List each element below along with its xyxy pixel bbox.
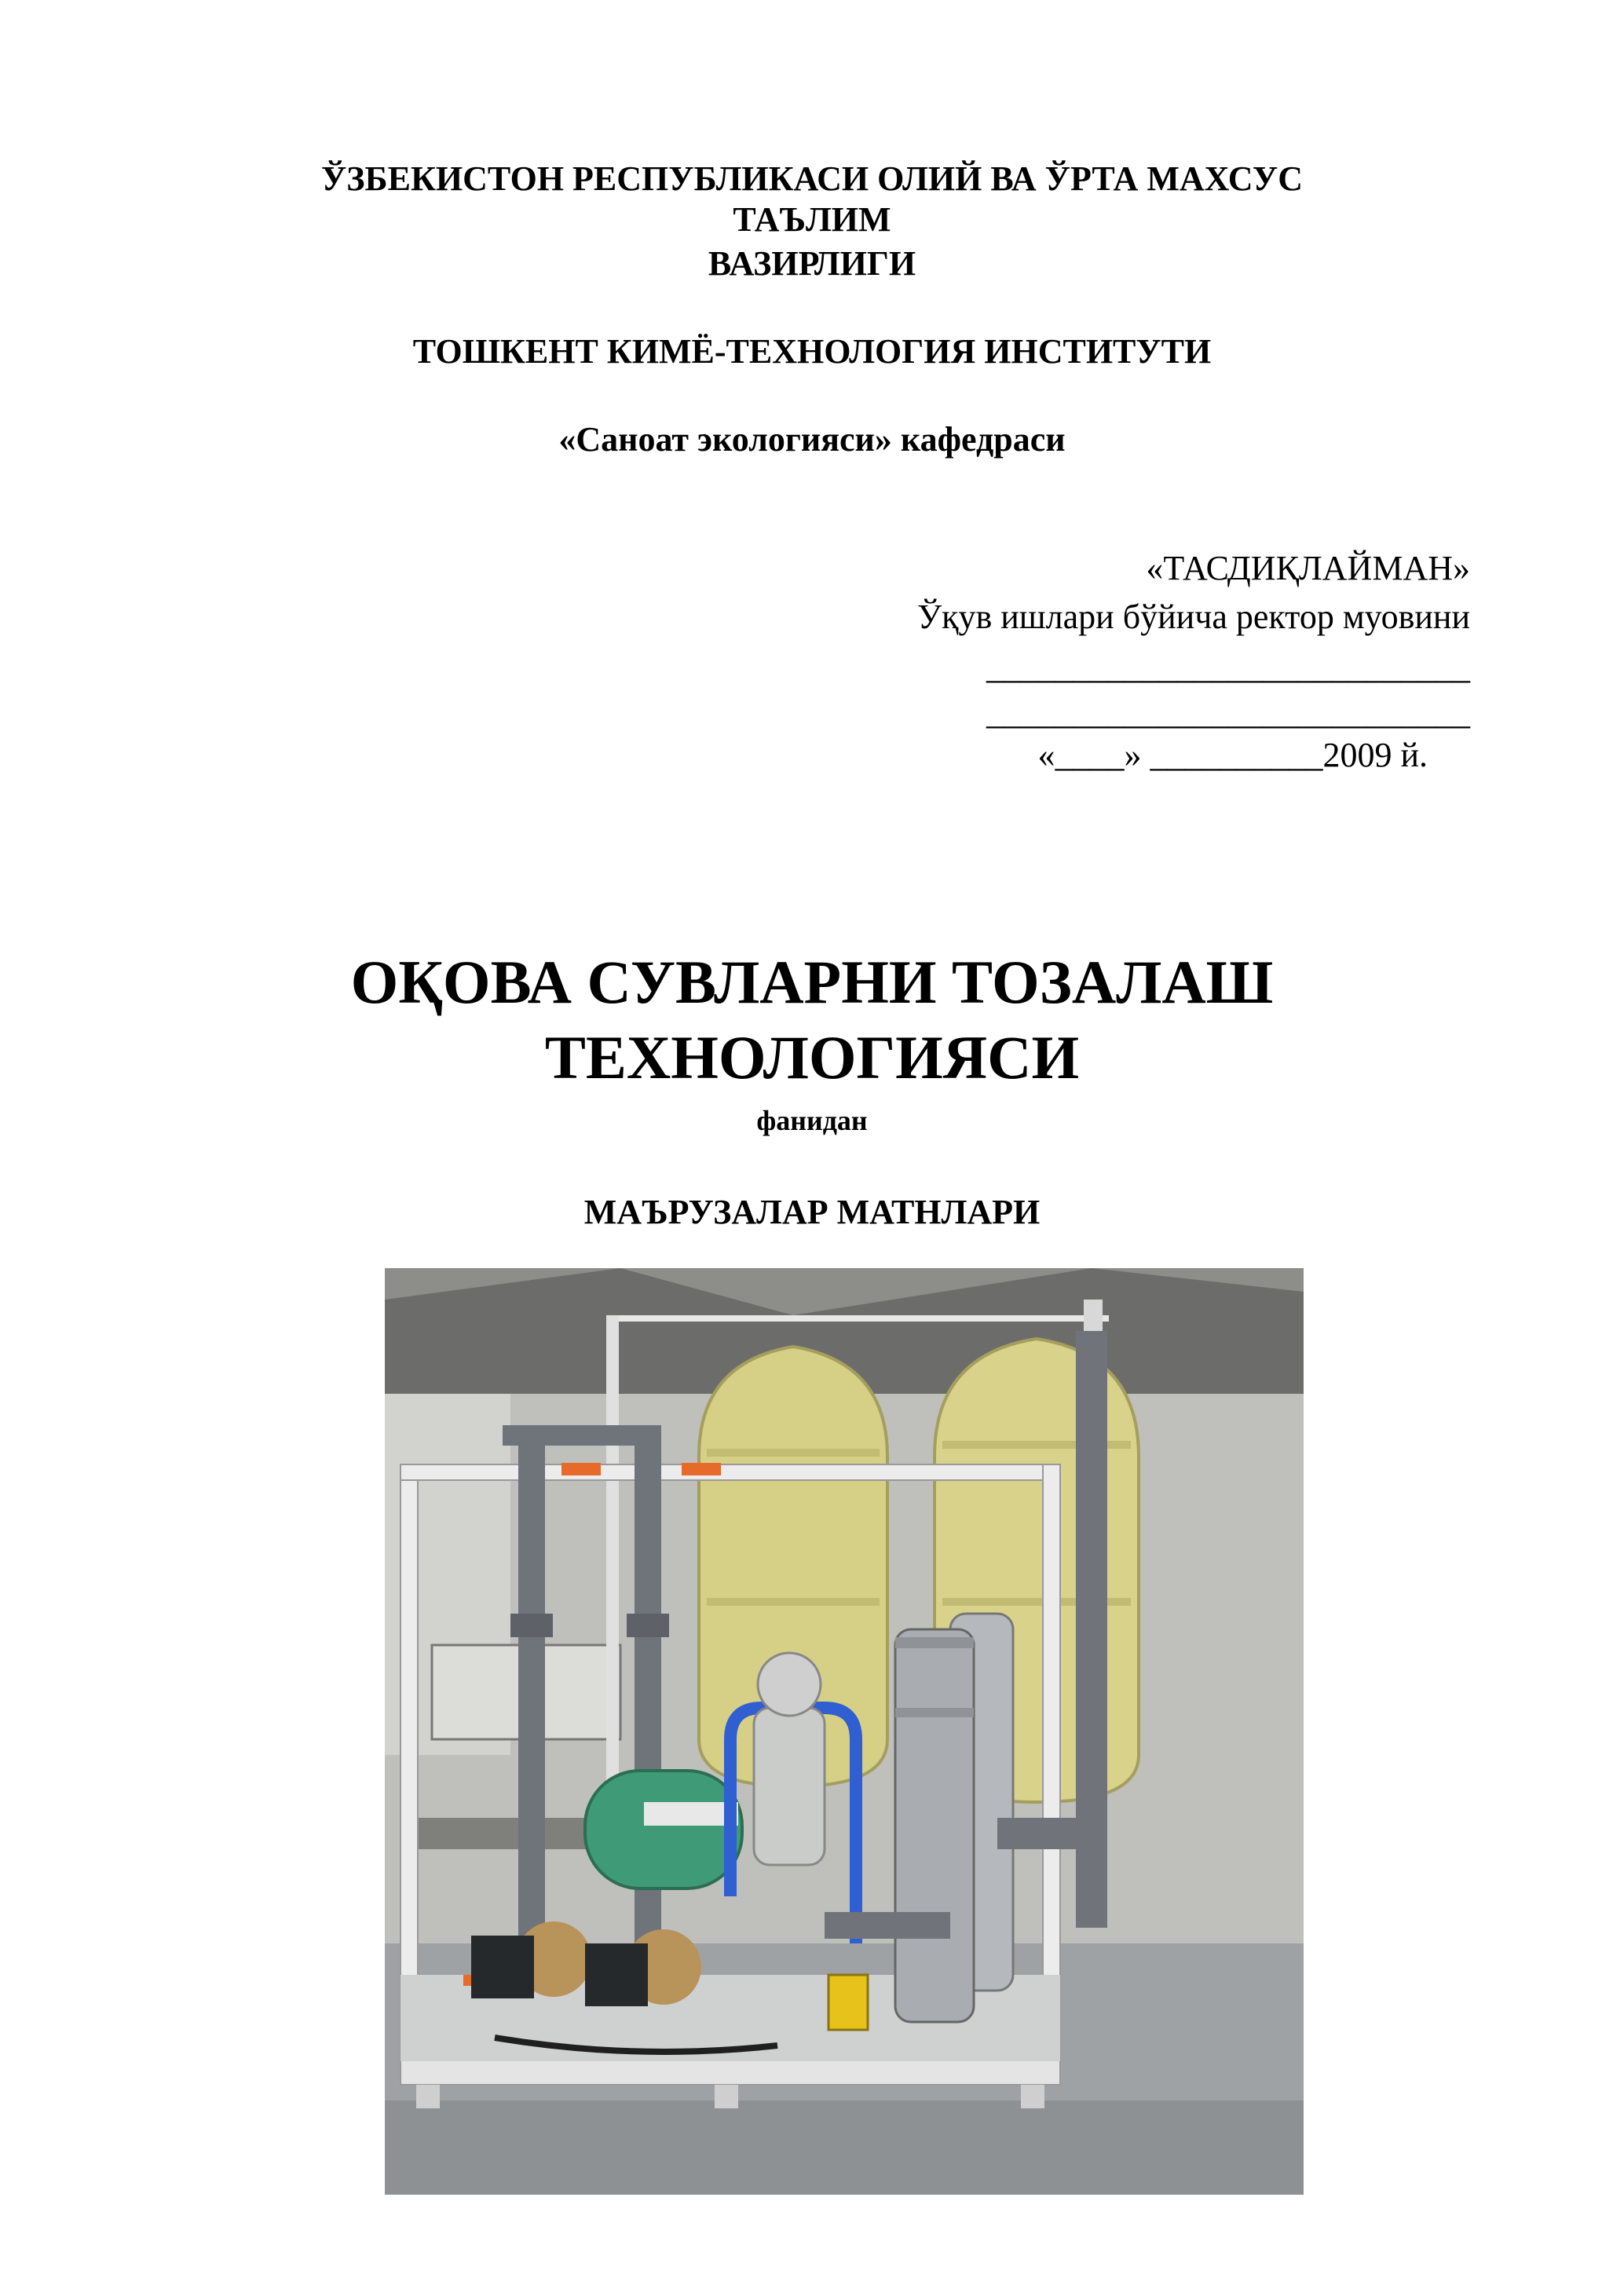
document-type: МАЪРУЗАЛАР МАТНЛАРИ [583,1193,1041,1231]
institute-name: ТОШКЕНТ КИМЁ-ТЕХНОЛОГИЯ ИНСТИТУТИ [412,332,1212,371]
signature-line-1: ____________________________ [986,648,1470,686]
department-name: «Саноат экологияси» кафедраси [558,420,1066,459]
approval-title: «ТАСДИҚЛАЙМАН» [1146,549,1470,587]
ministry-line-1: ЎЗБЕКИСТОН РЕСПУБЛИКАСИ ОЛИЙ ВА ЎРТА МАХСУС [320,159,1303,198]
approval-date: «____» __________2009 й. [1037,736,1428,774]
ministry-line-2: ТАЪЛИМ [733,200,891,239]
water-treatment-equipment-illustration [385,1268,1304,2195]
document-title-line-2: ТЕХНОЛОГИЯСИ [544,1023,1080,1091]
signature-line-2: ____________________________ [986,693,1470,732]
document-title-line-1: ОҚОВА СУВЛАРНИ ТОЗАЛАШ [350,948,1274,1016]
equipment-photo [385,1268,1304,2195]
approval-role: Ўқув ишлари бўйича ректор муовини [916,598,1470,636]
ministry-line-3: ВАЗИРЛИГИ [708,244,916,283]
subject-suffix: фанидан [756,1105,868,1136]
